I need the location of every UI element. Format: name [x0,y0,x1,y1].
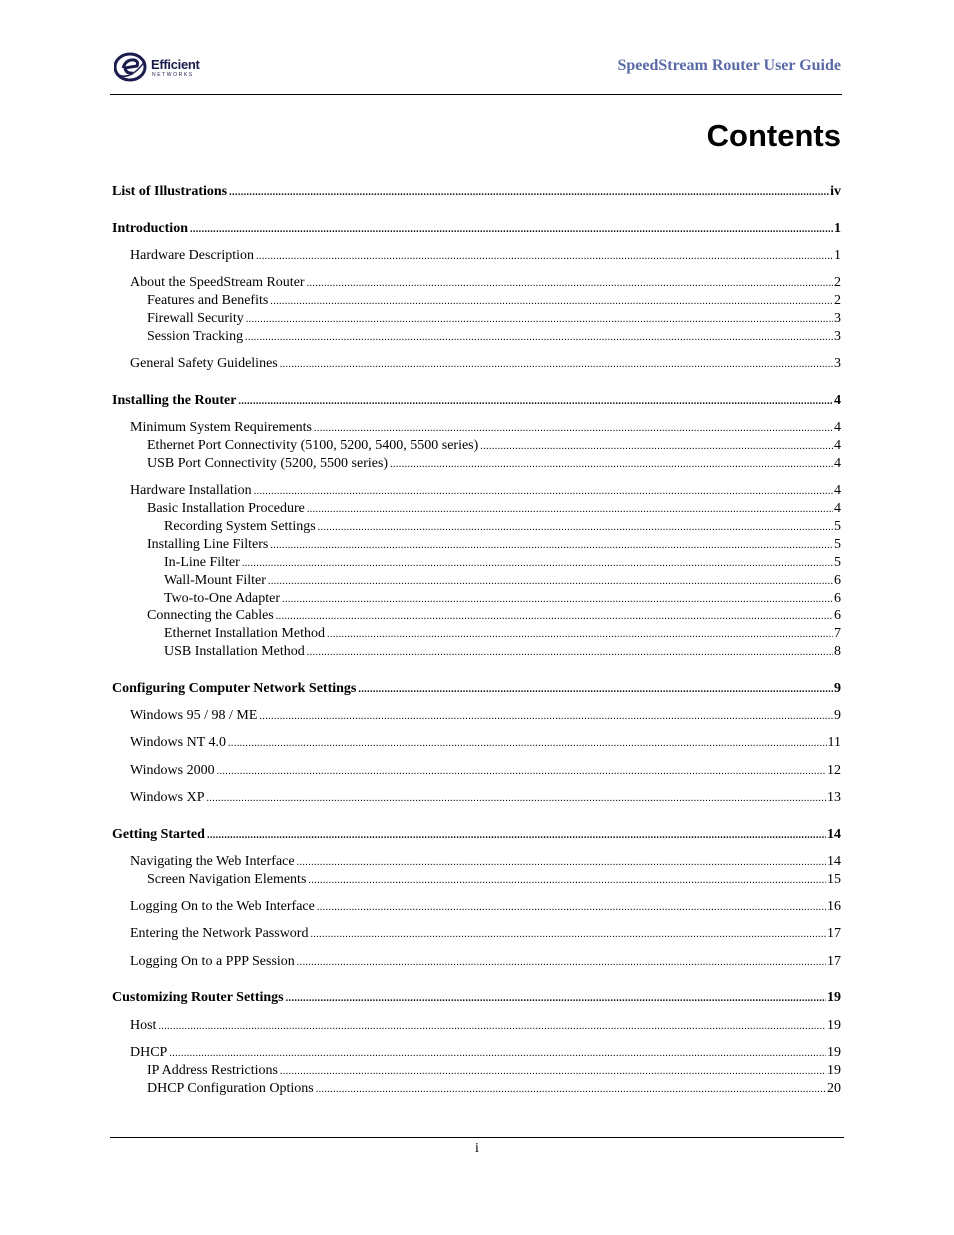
toc-entry-title: Session Tracking [147,329,244,344]
toc-dot-leader [390,456,833,474]
toc-section-entry[interactable] [130,1044,841,1062]
toc-entry-title: Windows 95 / 98 / ME [130,708,258,723]
toc-dot-leader [238,393,833,411]
toc-section-entry[interactable] [147,1062,841,1080]
toc-chapter-entry[interactable] [112,989,841,1007]
toc-entry-page: 19 [827,1018,841,1033]
toc-dot-leader [297,954,826,972]
toc-section-entry[interactable] [164,518,841,536]
toc-section-entry[interactable] [130,274,841,292]
toc-entry-title: Features and Benefits [147,293,269,308]
page-title: Contents [706,118,841,153]
toc-entry-title: Minimum System Requirements [130,420,312,435]
toc-dot-leader [327,626,833,644]
toc-entry-title: Navigating the Web Interface [130,854,295,869]
toc-dot-leader [314,420,833,438]
toc-entry-page: iv [830,184,841,199]
toc-entry-page: 9 [834,681,841,696]
toc-entry-title: Windows XP [130,790,205,805]
toc-entry-page: 17 [827,954,841,969]
toc-entry-title: USB Port Connectivity (5200, 5500 series) [147,456,389,471]
toc-section-entry[interactable] [130,734,841,752]
toc-section-entry[interactable] [147,292,841,310]
page-number: i [475,1141,479,1156]
toc-dot-leader [280,356,833,374]
toc-entry-page: 9 [834,708,841,723]
efficient-networks-logo [114,52,210,84]
toc-dot-leader [316,1081,826,1099]
toc-section-entry[interactable] [147,455,841,473]
toc-entry-page: 3 [834,329,841,344]
toc-entry-title: About the SpeedStream Router [130,275,305,290]
toc-section-entry[interactable] [130,853,841,871]
toc-entry-page: 4 [834,456,841,471]
toc-entry-page: 5 [834,519,841,534]
toc-entry-page: 2 [834,293,841,308]
toc-dot-leader [270,293,833,311]
toc-section-entry[interactable] [147,500,841,518]
toc-section-entry[interactable] [164,572,841,590]
toc-entry-title: Basic Installation Procedure [147,501,305,516]
toc-section-entry[interactable] [164,554,841,572]
toc-entry-page: 5 [834,537,841,552]
toc-dot-leader [276,608,833,626]
toc-dot-leader [317,899,826,917]
toc-section-entry[interactable] [130,925,841,943]
toc-entry-title: DHCP Configuration Options [147,1081,314,1096]
toc-section-entry[interactable] [147,1080,841,1098]
toc-entry-title: Hardware Installation [130,483,252,498]
toc-entry-title: Host [130,1018,157,1033]
toc-entry-page: 6 [834,573,841,588]
toc-entry-title: Connecting the Cables [147,608,274,623]
toc-entry-page: 6 [834,591,841,606]
toc-entry-title: Screen Navigation Elements [147,872,307,887]
toc-dot-leader [318,519,833,537]
toc-chapter-entry[interactable] [112,392,841,410]
toc-entry-page: 2 [834,275,841,290]
toc-entry-title: Customizing Router Settings [112,990,284,1005]
toc-section-entry[interactable] [147,310,841,328]
toc-section-entry[interactable] [130,789,841,807]
toc-chapter-entry[interactable] [112,826,841,844]
toc-section-entry[interactable] [164,590,841,608]
toc-dot-leader [242,555,833,573]
toc-section-entry[interactable] [130,762,841,780]
toc-dot-leader [307,275,833,293]
toc-dot-leader [169,1045,826,1063]
toc-entry-page: 20 [827,1081,841,1096]
toc-entry-page: 11 [827,735,841,750]
toc-entry-title: Ethernet Port Connectivity (5100, 5200, 5400, 5500 series) [147,438,479,453]
toc-section-entry[interactable] [147,536,841,554]
toc-entry-title: Ethernet Installation Method [164,626,325,641]
toc-entry-page: 19 [827,1063,841,1078]
toc-dot-leader [308,872,826,890]
toc-entry-title: Recording System Settings [164,519,316,534]
toc-dot-leader [217,763,826,781]
header-divider [110,94,842,95]
toc-dot-leader [254,483,833,501]
toc-entry-page: 17 [827,926,841,941]
toc-section-entry[interactable] [130,953,841,971]
toc-chapter-entry[interactable] [112,183,841,201]
toc-entry-page: 4 [834,393,841,408]
toc-section-entry[interactable] [130,355,841,373]
toc-entry-title: In-Line Filter [164,555,240,570]
toc-entry-title: Logging On to a PPP Session [130,954,295,969]
toc-section-entry[interactable] [130,898,841,916]
toc-chapter-entry[interactable] [112,680,841,698]
toc-dot-leader [307,501,833,519]
toc-entry-title: Hardware Description [130,248,255,263]
toc-entry-title: Installing the Router [112,393,237,408]
document-title: SpeedStream Router User Guide [617,57,841,74]
toc-section-entry[interactable] [130,419,841,437]
toc-dot-leader [270,537,833,555]
toc-section-entry[interactable] [130,1017,841,1035]
toc-section-entry[interactable] [130,482,841,500]
toc-entry-title: Two-to-One Adapter [164,591,281,606]
toc-entry-page: 15 [827,872,841,887]
toc-dot-leader [286,990,826,1008]
toc-entry-page: 13 [827,790,841,805]
toc-entry-title: IP Address Restrictions [147,1063,278,1078]
toc-entry-title: Entering the Network Password [130,926,309,941]
toc-entry-page: 19 [827,990,841,1005]
toc-section-entry[interactable] [147,437,841,455]
toc-dot-leader [190,221,833,239]
toc-entry-page: 1 [834,248,841,263]
toc-section-entry[interactable] [130,707,841,725]
toc-entry-page: 16 [827,899,841,914]
toc-entry-title: DHCP [130,1045,168,1060]
toc-entry-title: Firewall Security [147,311,244,326]
toc-entry-title: Windows NT 4.0 [130,735,227,750]
toc-entry-page: 12 [827,763,841,778]
toc-section-entry[interactable] [147,607,841,625]
toc-dot-leader [297,854,826,872]
toc-dot-leader [259,708,833,726]
toc-entry-page: 6 [834,608,841,623]
toc-entry-page: 1 [834,221,841,236]
toc-section-entry[interactable] [147,871,841,889]
toc-entry-title: Windows 2000 [130,763,215,778]
toc-dot-leader [358,681,833,699]
toc-dot-leader [307,644,833,662]
toc-entry-page: 4 [834,501,841,516]
logo-wordmark: Efficient [151,57,200,72]
toc-dot-leader [207,790,827,808]
toc-entry-page: 14 [827,827,841,842]
toc-entry-page: 4 [834,438,841,453]
logo-subtext: NETWORKS [152,72,194,78]
toc-entry-page: 5 [834,555,841,570]
toc-dot-leader [310,926,826,944]
toc-entry-page: 3 [834,356,841,371]
toc-section-entry[interactable] [147,328,841,346]
logo-e-icon [114,52,148,82]
toc-entry-page: 7 [834,626,841,641]
toc-entry-page: 4 [834,420,841,435]
toc-section-entry[interactable] [164,625,841,643]
toc-entry-page: 19 [827,1045,841,1060]
toc-chapter-entry[interactable] [112,220,841,238]
toc-section-entry[interactable] [130,247,841,265]
toc-entry-page: 4 [834,483,841,498]
toc-section-entry[interactable] [164,643,841,661]
toc-entry-title: Introduction [112,221,188,236]
toc-entry-title: Logging On to the Web Interface [130,899,315,914]
footer-divider [110,1137,844,1138]
toc-entry-page: 8 [834,644,841,659]
toc-dot-leader [245,329,833,347]
toc-dot-leader [480,438,833,456]
toc-entry-page: 14 [827,854,841,869]
toc-dot-leader [158,1018,826,1036]
toc-entry-title: Installing Line Filters [147,537,269,552]
toc-entry-title: Configuring Computer Network Settings [112,681,357,696]
toc-entry-title: List of Illustrations [112,184,228,199]
toc-entry-title: Wall-Mount Filter [164,573,266,588]
toc-dot-leader [280,1063,826,1081]
toc-dot-leader [207,827,826,845]
toc-entry-title: General Safety Guidelines [130,356,278,371]
toc-dot-leader [256,248,833,266]
toc-dot-leader [246,311,833,329]
toc-entry-title: USB Installation Method [164,644,305,659]
toc-dot-leader [228,735,827,753]
toc-dot-leader [268,573,833,591]
toc-dot-leader [229,184,829,202]
toc-entry-title: Getting Started [112,827,205,842]
toc-entry-page: 3 [834,311,841,326]
